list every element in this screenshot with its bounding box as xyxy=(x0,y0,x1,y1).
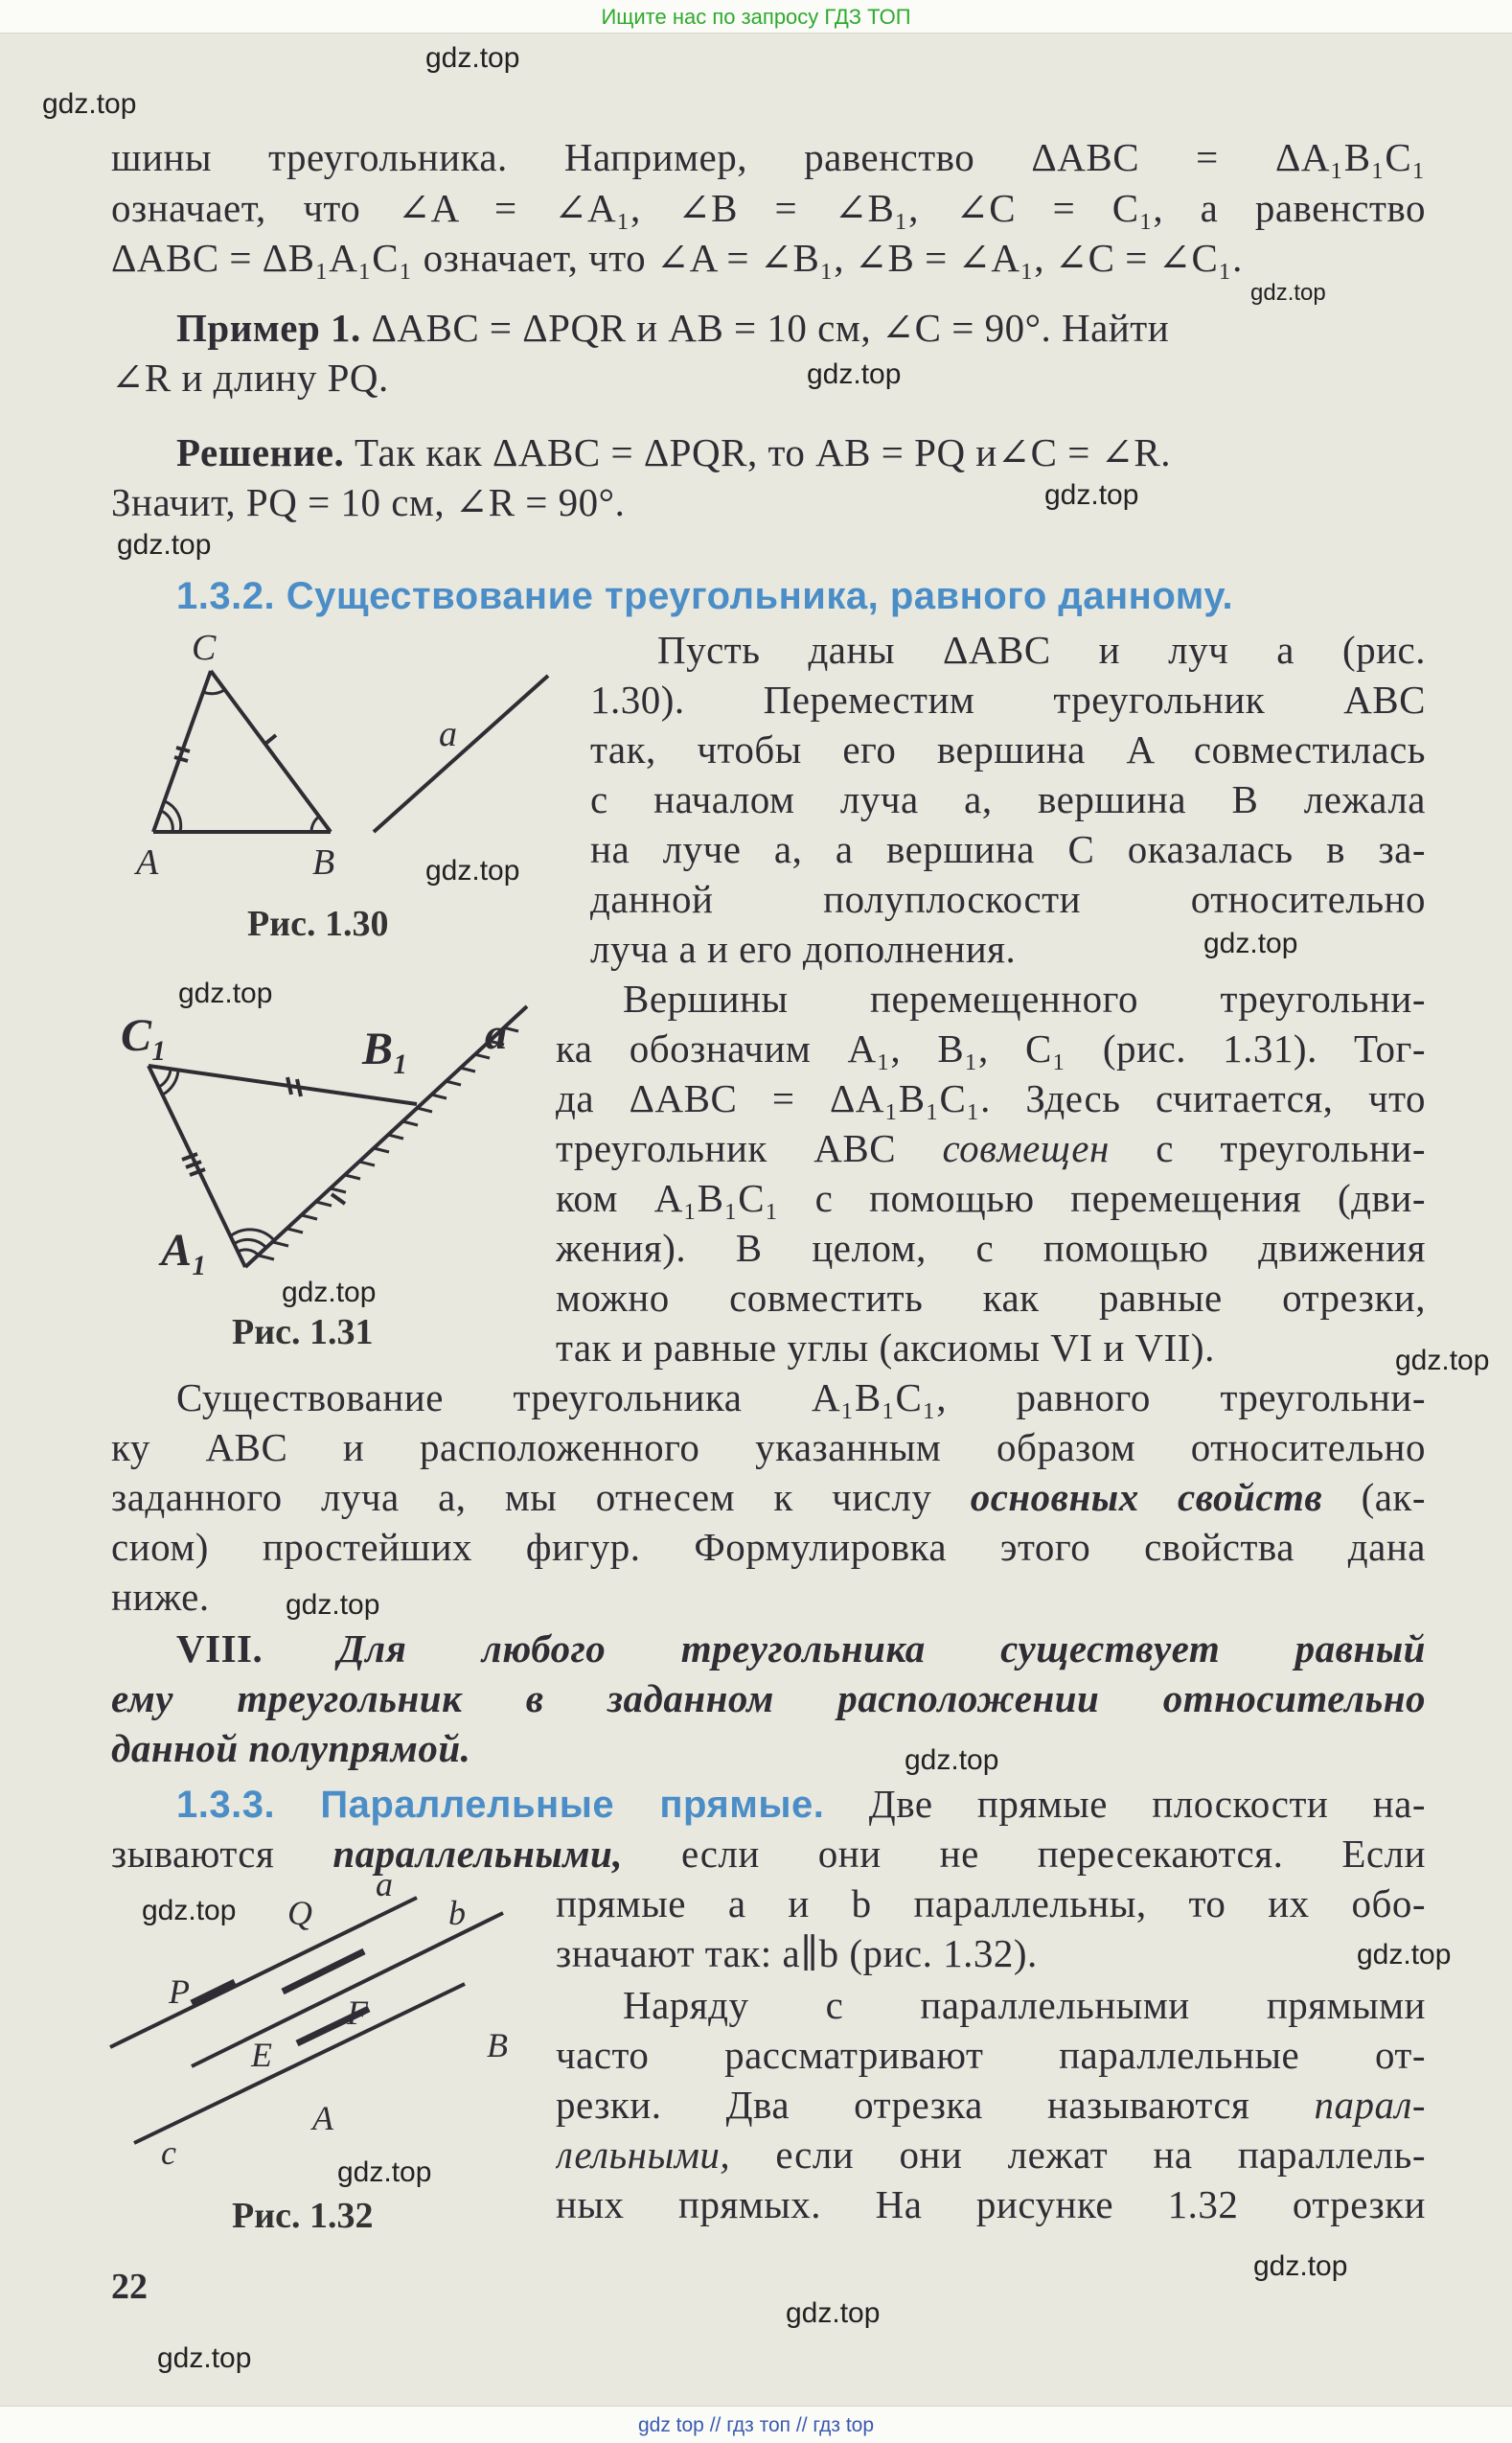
watermark: gdz.top xyxy=(786,2297,881,2329)
text-line xyxy=(556,2132,1426,2181)
watermark: gdz.top xyxy=(286,1589,380,1621)
text-span: Две прямые плоскости на- xyxy=(824,1782,1426,1826)
text-line xyxy=(556,1125,1426,1175)
term-parallelnymi: параллельными, xyxy=(332,1832,624,1876)
watermark: gdz.top xyxy=(905,1744,999,1776)
axiom-line: ему треугольник в заданном расположении относительно xyxy=(111,1676,1426,1720)
solution-line xyxy=(176,429,1171,475)
text-line: Значит, PQ = 10 см, ∠R = 90°. xyxy=(111,480,626,524)
text-span: с треугольни- xyxy=(1109,1126,1426,1170)
watermark: gdz.top xyxy=(42,88,137,120)
figure-1-32 xyxy=(96,1878,546,2176)
top-banner-text[interactable]: Ищите нас по запросу ГДЗ ТОП xyxy=(601,5,911,29)
text-span: если они лежат на параллель- xyxy=(730,2132,1426,2177)
watermark: gdz.top xyxy=(1044,479,1139,511)
watermark: gdz.top xyxy=(142,1895,237,1926)
label-F: F xyxy=(347,1994,368,2032)
term-osnovnye-svoistva: основных свойств xyxy=(970,1475,1323,1519)
figure-1-31 xyxy=(115,978,546,1303)
text-line: ку ABC и расположенного указанным образом относительно xyxy=(111,1425,1426,1469)
text-span: треугольник ABC xyxy=(556,1126,943,1170)
watermark: gdz.top xyxy=(1250,280,1326,306)
text-line: значают так: a∥b (рис. 1.32). xyxy=(556,1931,1038,1975)
text-line: да ΔABC = ΔA₁B₁C₁. Здесь считается, что xyxy=(556,1076,1426,1120)
label-C1: C₁ xyxy=(121,1010,168,1061)
watermark: gdz.top xyxy=(807,358,902,390)
axiom-number: VIII. xyxy=(176,1626,263,1671)
watermark: gdz.top xyxy=(157,2342,252,2374)
text-line: означает, что ∠A = ∠A₁, ∠B = ∠B₁, ∠C = C₁, а равенство xyxy=(111,186,1426,230)
figure-1-30 xyxy=(134,623,575,891)
watermark: gdz.top xyxy=(117,529,212,561)
watermark: gdz.top xyxy=(1357,1939,1452,1971)
text-line: жения). В целом, с помощью движения xyxy=(556,1226,1426,1270)
label-A: A xyxy=(312,2099,333,2137)
label-A1: A₁ xyxy=(161,1225,208,1276)
watermark: gdz.top xyxy=(282,1277,377,1308)
text-line: с началом луча a, вершина B лежала xyxy=(590,777,1426,821)
figure-caption-1-32: Рис. 1.32 xyxy=(232,2196,374,2236)
text-line: ΔABC = ΔB₁A₁C₁ означает, что ∠A = ∠B₁, ∠B = ∠A₁, ∠C = ∠C₁. xyxy=(111,236,1243,280)
example-text: ΔABC = ΔPQR и AB = 10 см, ∠C = 90°. Найти xyxy=(360,306,1170,350)
label-E: E xyxy=(251,2036,272,2074)
text-span: резки. Два отрезка называются xyxy=(556,2083,1315,2127)
figure-caption-1-31: Рис. 1.31 xyxy=(232,1312,374,1352)
label-B: B xyxy=(312,842,335,883)
text-line: можно совместить как равные отрезки, xyxy=(556,1276,1426,1320)
label-a: a xyxy=(376,1878,393,1903)
term-parallelnymi: лельными, xyxy=(556,2132,731,2177)
watermark: gdz.top xyxy=(1253,2250,1348,2282)
axiom-text: Для любого треугольника существует равный xyxy=(263,1626,1426,1671)
text-line: ных прямых. На рисунке 1.32 отрезки xyxy=(556,2182,1426,2226)
text-line: ком A₁B₁C₁ с помощью перемещения (дви- xyxy=(556,1176,1426,1220)
text-line: прямые a и b параллельны, то их обо- xyxy=(556,1881,1426,1925)
text-line xyxy=(111,1831,1426,1880)
text-line: сиом) простейших фигур. Формулировка этого свойства дана xyxy=(111,1525,1426,1569)
label-P: P xyxy=(169,1972,190,2011)
text-line: Существование треугольника A₁B₁C₁, равного треугольни- xyxy=(176,1375,1426,1419)
text-line xyxy=(111,1474,1426,1524)
axiom-line: данной полупрямой. xyxy=(111,1726,471,1770)
example-line xyxy=(176,305,1169,351)
text-span: (ак- xyxy=(1322,1475,1426,1519)
text-span: заданного луча a, мы отнесем к числу xyxy=(111,1475,971,1519)
bottom-banner[interactable] xyxy=(0,2406,1512,2443)
top-banner[interactable] xyxy=(0,0,1512,34)
text-line xyxy=(556,2082,1426,2132)
text-line: так, чтобы его вершина A совместилась xyxy=(590,727,1426,772)
text-line: так и равные углы (аксиомы VI и VII). xyxy=(556,1325,1215,1370)
text-span: зываются xyxy=(111,1832,333,1876)
label-Q: Q xyxy=(287,1894,312,1932)
heading-line-1-3-3 xyxy=(176,1781,1426,1831)
watermark: gdz.top xyxy=(1203,928,1298,959)
text-line: луча a и его дополнения. xyxy=(590,927,1017,971)
text-line: шины треугольника. Например, равенство ΔABC = ΔA₁B₁C₁ xyxy=(111,135,1426,179)
watermark: gdz.top xyxy=(425,42,520,74)
term-parallelnymi: парал- xyxy=(1314,2083,1426,2127)
label-B: B xyxy=(487,2026,508,2064)
label-B1: B₁ xyxy=(362,1024,409,1074)
text-line: ∠R и длину PQ. xyxy=(111,356,389,400)
bottom-banner-text[interactable]: gdz top // гдз топ // гдз top xyxy=(637,2414,875,2436)
text-line: Наряду с параллельными прямыми xyxy=(623,1983,1426,2027)
text-line: Пусть даны ΔABC и луч a (рис. xyxy=(657,628,1426,672)
label-C: C xyxy=(192,628,217,668)
text-line: на луче a, а вершина C оказалась в за- xyxy=(590,827,1426,871)
solution-label: Решение. xyxy=(176,430,345,474)
label-a: a xyxy=(439,714,457,754)
text-line: ниже. xyxy=(111,1575,210,1619)
term-sovmeshchen: совмещен xyxy=(942,1126,1110,1170)
page-number: 22 xyxy=(111,2267,148,2307)
label-A: A xyxy=(136,842,159,883)
watermark: gdz.top xyxy=(178,978,273,1009)
label-a: a xyxy=(485,1009,507,1058)
solution-text: Так как ΔABC = ΔPQR, то AB = PQ и∠C = ∠R. xyxy=(344,430,1172,474)
axiom-line xyxy=(176,1625,1426,1675)
label-b: b xyxy=(448,1894,466,1932)
watermark: gdz.top xyxy=(337,2156,432,2188)
text-line: часто рассматривают параллельные от- xyxy=(556,2033,1426,2077)
text-span: если они не пересекаются. Если xyxy=(623,1832,1426,1876)
section-heading-1-3-3: 1.3.3. Параллельные прямые. xyxy=(176,1784,825,1826)
text-line: 1.30). Переместим треугольник ABC xyxy=(590,678,1426,722)
example-label: Пример 1. xyxy=(176,306,361,350)
text-line: Вершины перемещенного треугольни- xyxy=(623,977,1426,1021)
watermark: gdz.top xyxy=(425,855,520,887)
text-line: данной полуплоскости относительно xyxy=(590,877,1426,921)
section-heading-1-3-2: 1.3.2. Существование треугольника, равного данному. xyxy=(176,575,1234,617)
figure-caption-1-30: Рис. 1.30 xyxy=(247,904,389,944)
label-c: c xyxy=(161,2133,176,2172)
watermark: gdz.top xyxy=(1395,1345,1490,1376)
text-line: ка обозначим A₁, B₁, C₁ (рис. 1.31). Тог- xyxy=(556,1026,1426,1071)
